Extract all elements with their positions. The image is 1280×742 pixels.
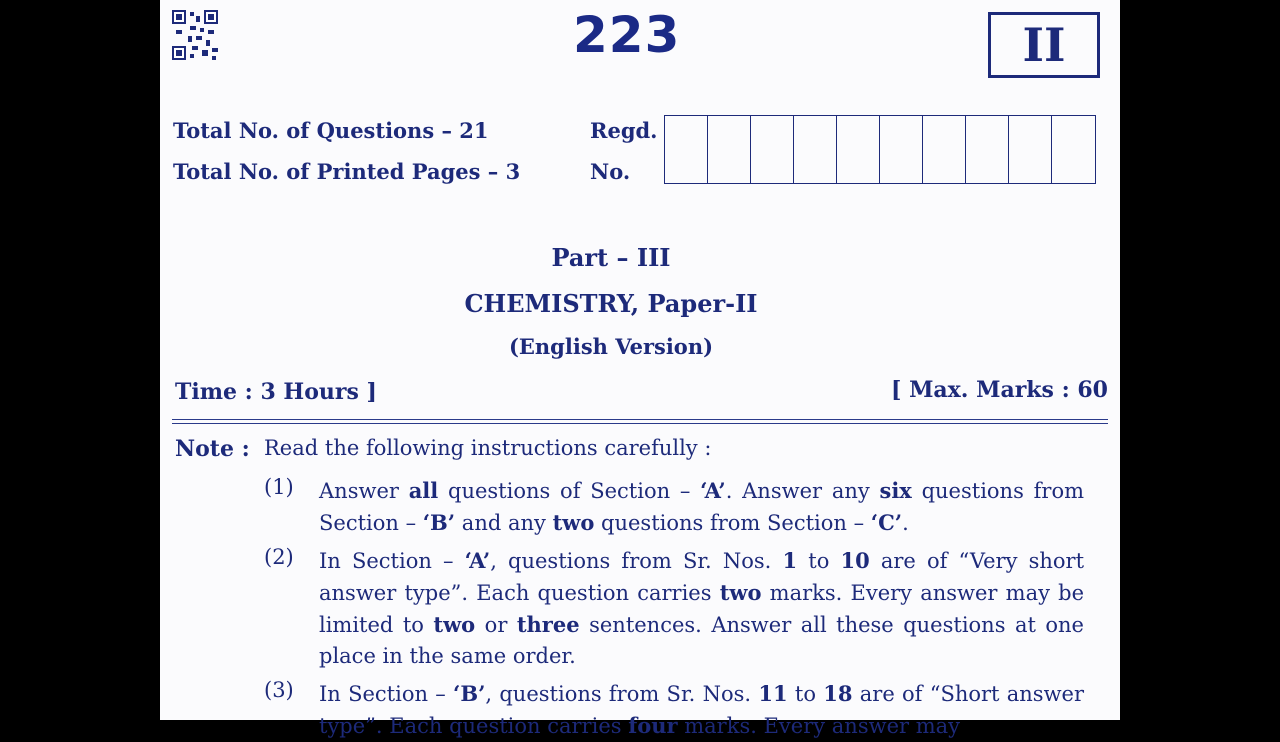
instruction-segment: questions from Section –: [319, 479, 1084, 535]
instruction-segment: are of “Very short answer type”. Each question carries: [319, 549, 1085, 605]
regd-digit-box[interactable]: [794, 116, 837, 183]
instruction-text: [319, 545, 1084, 672]
instruction-segment: to: [787, 682, 824, 706]
instruction-segment: or: [475, 613, 517, 637]
instruction-number: (2): [264, 545, 294, 569]
instruction-segment: , questions from Sr. Nos.: [490, 549, 783, 573]
instruction-emphasis: ‘A’: [464, 548, 491, 573]
instruction-emphasis: 1: [782, 548, 798, 573]
instruction-segment: , questions from Sr. Nos.: [485, 682, 759, 706]
instruction-emphasis: two: [433, 612, 476, 637]
instruction-segment: questions of Section –: [438, 479, 701, 503]
instruction-segment: to: [797, 549, 841, 573]
instruction-segment: sentences. Answer all these questions at one place in the same order.: [319, 613, 1084, 668]
time-allowed: Time : 3 Hours ]: [175, 379, 377, 405]
instruction-emphasis: 11: [758, 681, 788, 706]
regd-label: Regd.: [590, 118, 658, 143]
regd-digit-box[interactable]: [837, 116, 880, 183]
regd-digit-box[interactable]: [1009, 116, 1052, 183]
version-heading: (English Version): [508, 334, 714, 359]
divider-line: [172, 419, 1108, 420]
regd-digit-box[interactable]: [708, 116, 751, 183]
instruction-number: (3): [264, 678, 294, 702]
regd-digit-box[interactable]: [880, 116, 923, 183]
instruction-emphasis: two: [552, 510, 595, 535]
instruction-segment: In Section –: [319, 549, 465, 573]
instruction-emphasis: 10: [840, 548, 870, 573]
instruction-text: [319, 475, 1084, 539]
instruction-emphasis: four: [628, 713, 678, 738]
regd-digit-box[interactable]: [1052, 116, 1095, 183]
part-number-box: II: [988, 12, 1100, 78]
instruction-segment: questions from Section –: [594, 511, 871, 535]
registration-number-boxes[interactable]: [664, 115, 1096, 184]
instruction-emphasis: all: [408, 478, 439, 503]
instruction-segment: Answer: [319, 479, 409, 503]
instruction-emphasis: ‘B’: [453, 681, 486, 706]
instruction-segment: and any: [455, 511, 553, 535]
note-text: Read the following instructions carefully :: [264, 436, 712, 460]
total-printed-pages: Total No. of Printed Pages – 3: [173, 159, 521, 184]
instruction-emphasis: six: [879, 478, 912, 503]
paper-code: 223: [573, 6, 681, 64]
instruction-segment: marks. Every answer may be limited to: [319, 581, 1085, 637]
instruction-emphasis: 18: [823, 681, 853, 706]
note-label: Note :: [175, 436, 250, 462]
instruction-text: [319, 678, 1084, 742]
instruction-emphasis: ‘C’: [870, 510, 903, 535]
instruction-emphasis: ‘B’: [422, 510, 456, 535]
max-marks: [ Max. Marks : 60: [891, 377, 1108, 403]
subject-heading: CHEMISTRY, Paper-II: [464, 289, 758, 318]
instruction-emphasis: two: [719, 580, 762, 605]
instruction-number: (1): [264, 475, 294, 499]
exam-paper-page: [160, 0, 1120, 738]
total-questions: Total No. of Questions – 21: [173, 118, 489, 143]
part-heading: Part – III: [551, 243, 671, 272]
qr-code-icon: [172, 10, 218, 60]
instruction-segment: are of “Short answer type”. Each question carries: [319, 682, 1085, 738]
regd-digit-box[interactable]: [665, 116, 708, 183]
instruction-segment: .: [902, 511, 909, 535]
regd-no-label: No.: [590, 159, 631, 184]
instruction-emphasis: ‘A’: [700, 478, 726, 503]
regd-digit-box[interactable]: [751, 116, 794, 183]
instruction-segment: marks. Every answer may: [677, 714, 961, 738]
instruction-segment: In Section –: [319, 682, 454, 706]
regd-digit-box[interactable]: [923, 116, 966, 183]
regd-digit-box[interactable]: [966, 116, 1009, 183]
instruction-segment: . Answer any: [725, 479, 880, 503]
divider-line: [172, 423, 1108, 424]
instruction-emphasis: three: [516, 612, 580, 637]
